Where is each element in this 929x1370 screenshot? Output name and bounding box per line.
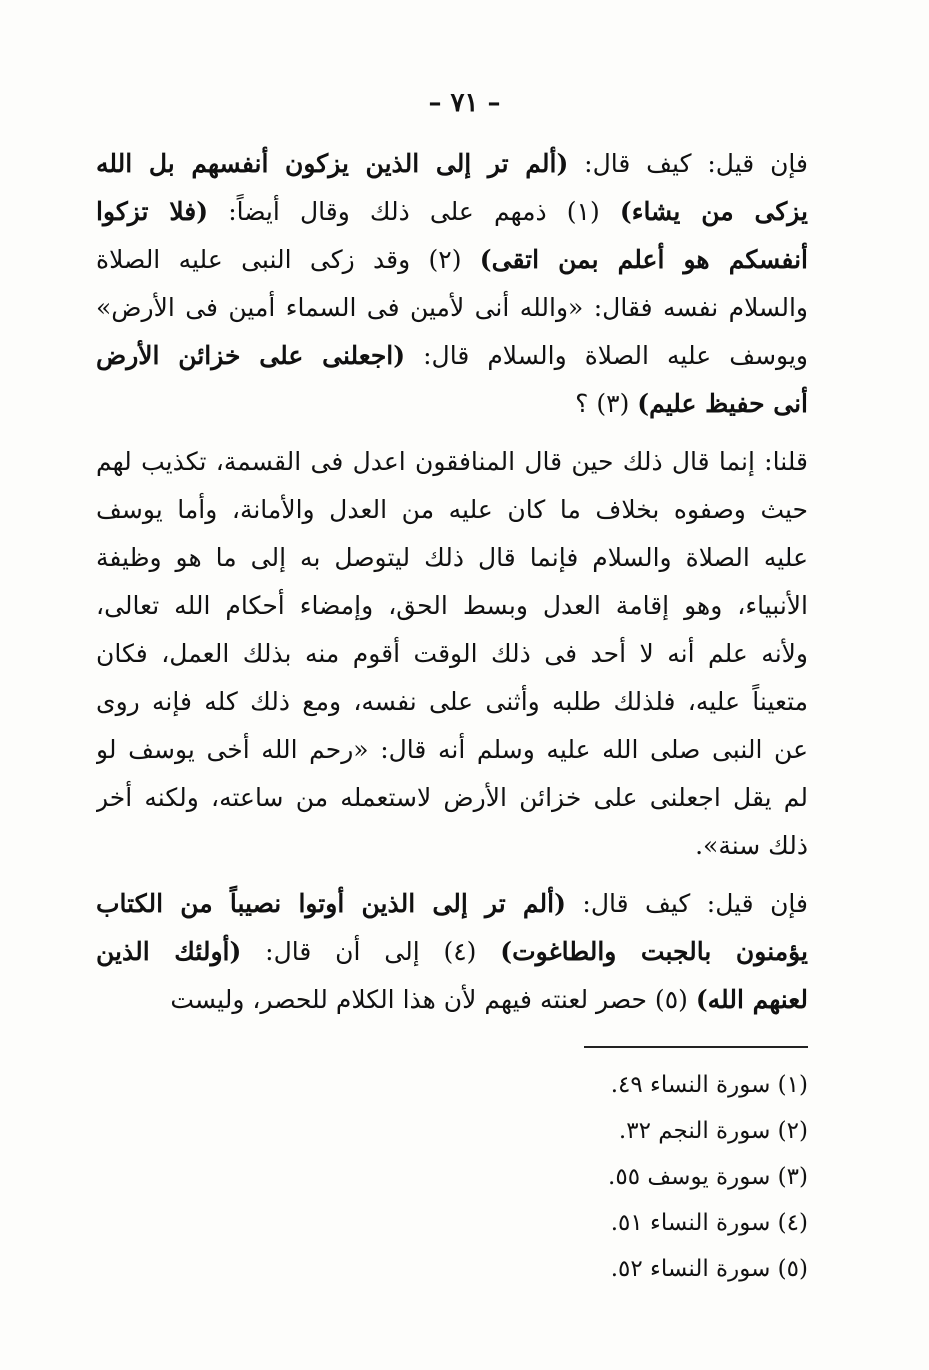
text-line bbox=[96, 726, 808, 774]
text-line bbox=[96, 822, 808, 870]
text-line bbox=[96, 438, 808, 486]
text-line bbox=[96, 928, 808, 976]
quran-quote: (فلا تزكوا bbox=[96, 197, 209, 226]
quran-quote: أنى حفيظ عليم) bbox=[637, 389, 808, 418]
text-segment: (٢) وقد زكى النبى عليه الصلاة bbox=[96, 245, 480, 274]
page-number: – ٧١ – bbox=[428, 88, 501, 118]
paragraph-gap bbox=[96, 870, 808, 880]
footnote-separator bbox=[584, 1046, 808, 1048]
footnotes bbox=[560, 1062, 808, 1292]
text-segment: فإن قيل: كيف قال: bbox=[565, 889, 808, 918]
text-line bbox=[96, 880, 808, 928]
text-line bbox=[96, 486, 808, 534]
text-segment: والسلام نفسه فقال: «والله أنى لأمين فى السماء أمين فى الأرض» bbox=[96, 293, 808, 322]
quran-quote: أنفسكم هو أعلم بمن اتقى) bbox=[479, 245, 808, 274]
text-segment: لم يقل اجعلنى على خزائن الأرض لاستعمله من ساعته، ولكنه أخر bbox=[96, 783, 808, 812]
footnote: (٤) سورة النساء ٥١. bbox=[610, 1210, 808, 1236]
footnote: (٥) سورة النساء ٥٢. bbox=[610, 1256, 808, 1282]
paragraph bbox=[96, 438, 808, 870]
text-segment: (٤) إلى أن قال: bbox=[241, 937, 501, 966]
text-line bbox=[96, 582, 808, 630]
quran-quote: (ألم تر إلى الذين أوتوا نصيباً من الكتاب bbox=[96, 889, 566, 918]
text-line bbox=[96, 284, 808, 332]
quran-quote: لعنهم الله) bbox=[695, 985, 808, 1014]
text-line bbox=[96, 534, 808, 582]
text-line bbox=[96, 140, 808, 188]
paragraph bbox=[96, 880, 808, 1024]
footnote: (٣) سورة يوسف ٥٥. bbox=[608, 1164, 808, 1190]
text-segment: (٣) ؟ bbox=[575, 389, 638, 418]
text-line bbox=[96, 236, 808, 284]
paragraph bbox=[96, 140, 808, 428]
text-segment: عليه الصلاة والسلام فإنما قال ذلك ليتوصل به إلى ما هو وظيفة bbox=[96, 543, 808, 572]
quran-quote: (أولئك الذين bbox=[96, 937, 242, 966]
text-segment: حيث وصفوه بخلاف ما كان عليه من العدل والأمانة، وأما يوسف bbox=[96, 495, 808, 524]
paragraph-gap bbox=[96, 428, 808, 438]
text-line bbox=[96, 678, 808, 726]
text-segment: الأنبياء، وهو إقامة العدل وبسط الحق، وإمضاء أحكام الله تعالى، bbox=[96, 591, 808, 620]
footnote: (٢) سورة النجم ٣٢. bbox=[618, 1118, 808, 1144]
text-segment: عن النبى صلى الله عليه وسلم أنه قال: «رحم الله أخى يوسف لو bbox=[96, 735, 808, 764]
text-line bbox=[96, 188, 808, 236]
quran-quote: (ألم تر إلى الذين يزكون أنفسهم بل الله bbox=[96, 149, 569, 178]
text-segment: قلنا: إنما قال ذلك حين قال المنافقون اعدل فى القسمة، تكذيب لهم bbox=[96, 447, 808, 476]
text-line bbox=[96, 332, 808, 380]
text-line bbox=[96, 630, 808, 678]
text-segment: فإن قيل: كيف قال: bbox=[568, 149, 808, 178]
quran-quote: يزكى من يشاء) bbox=[619, 197, 808, 226]
text-segment: (٥) حصر لعنته فيهم لأن هذا الكلام للحصر، وليست bbox=[170, 985, 696, 1014]
footnote: (١) سورة النساء ٤٩. bbox=[610, 1072, 808, 1098]
text-line bbox=[96, 976, 808, 1024]
text-segment: ويوسف عليه الصلاة والسلام قال: bbox=[405, 341, 808, 370]
text-segment: ذلك سنة». bbox=[695, 831, 808, 860]
text-segment: ولأنه علم أنه لا أحد فى ذلك الوقت أقوم منه بذلك العمل، فكان bbox=[96, 639, 808, 668]
text-line bbox=[96, 774, 808, 822]
text-segment: (١) ذمهم على ذلك وقال أيضاً: bbox=[208, 197, 620, 226]
text-segment: متعيناً عليه، فلذلك طلبه وأثنى على نفسه، ومع ذلك كله فإنه روى bbox=[96, 687, 808, 716]
quran-quote: يؤمنون بالجبت والطاغوت) bbox=[500, 937, 808, 966]
text-line bbox=[96, 380, 808, 428]
body-text bbox=[96, 140, 808, 1024]
quran-quote: (اجعلنى على خزائن الأرض bbox=[96, 341, 406, 370]
